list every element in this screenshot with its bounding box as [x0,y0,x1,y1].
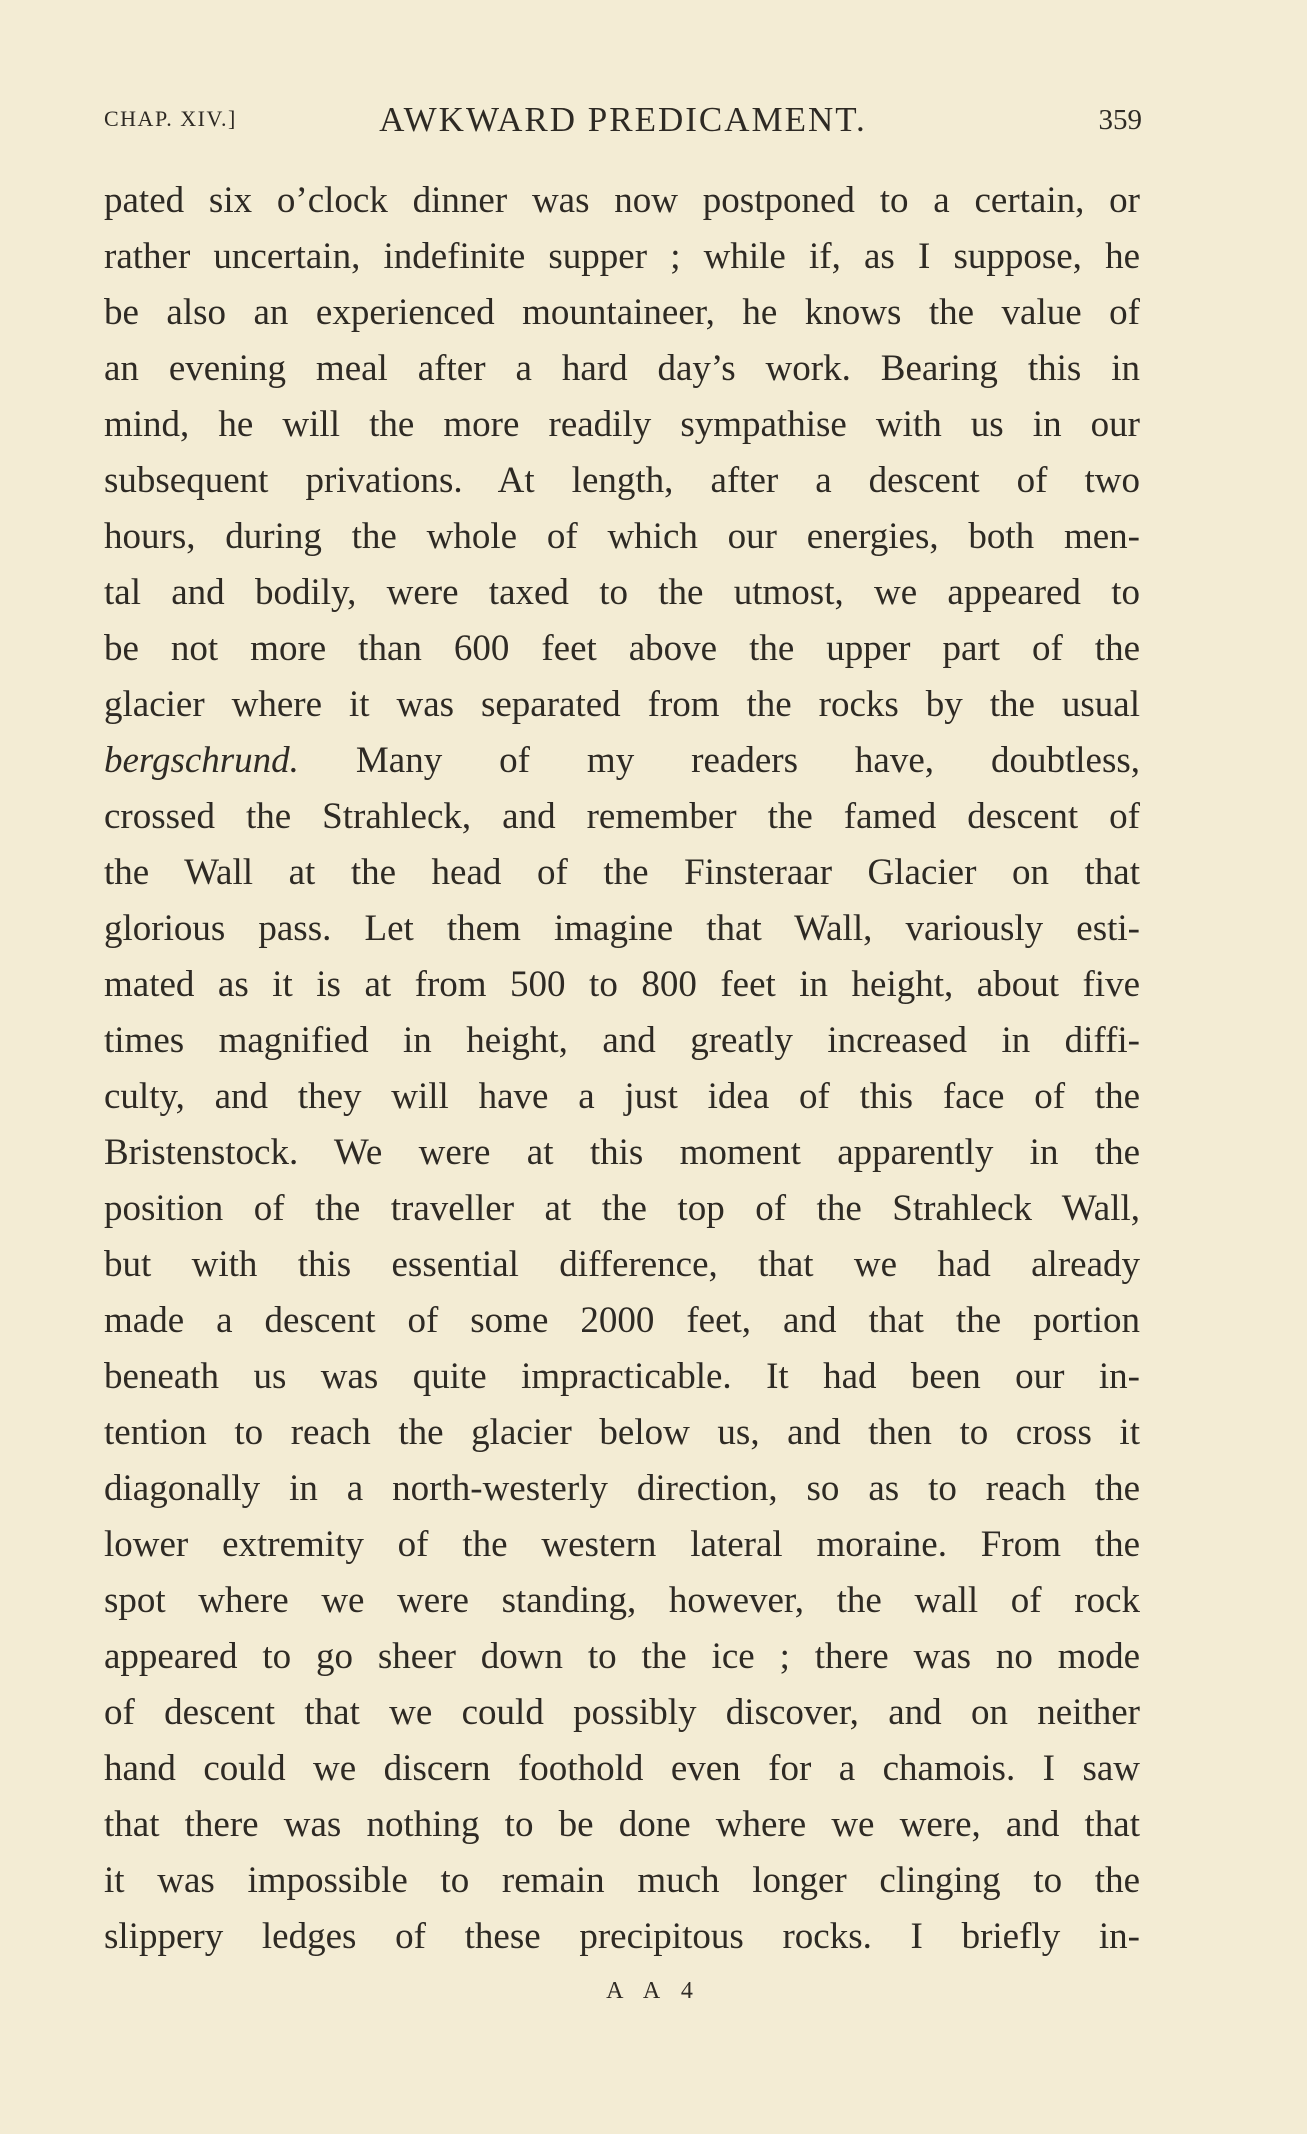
text-line: made a descent of some 2000 feet, and that the portion [104,1300,1140,1341]
text-line: slippery ledges of these precipitous rocks. I briefly in- [104,1916,1140,1957]
page-number: 359 [1098,104,1142,136]
italic-term: bergschrund. [104,740,299,781]
text-line: appeared to go sheer down to the ice ; there was no mode [104,1636,1140,1677]
text-line: glacier where it was separated from the rocks by the usual [104,684,1140,725]
text-line: crossed the Strahleck, and remember the famed descent of [104,796,1140,837]
text-line: be also an experienced mountaineer, he knows the value of [104,292,1140,333]
text-line: an evening meal after a hard day’s work. Bearing this in [104,348,1140,389]
text-line: tention to reach the glacier below us, and then to cross it [104,1412,1140,1453]
text-line: culty, and they will have a just idea of this face of the [104,1076,1140,1117]
text-line: of descent that we could possibly discover, and on neither [104,1692,1140,1733]
text-line: mated as it is at from 500 to 800 feet in height, about five [104,964,1140,1005]
running-title: AWKWARD PREDICAMENT. [379,100,867,139]
text-line: hand could we discern foothold even for a chamois. I saw [104,1748,1140,1789]
signature-mark: A A 4 [606,1978,701,2004]
text-line: mind, he will the more readily sympathise with us in our [104,404,1140,445]
text-line: hours, during the whole of which our energies, both men- [104,516,1140,557]
body-text [104,173,1140,1965]
text-line: position of the traveller at the top of the Strahleck Wall, [104,1188,1140,1229]
text-line: glorious pass. Let them imagine that Wall, variously esti- [104,908,1140,949]
text-line: tal and bodily, were taxed to the utmost, we appeared to [104,572,1140,613]
text-line: but with this essential difference, that we had already [104,1244,1140,1285]
text-line: rather uncertain, indefinite supper ; while if, as I suppose, he [104,236,1140,277]
text-line: subsequent privations. At length, after a descent of two [104,460,1140,501]
running-head [104,100,1142,148]
text-line: lower extremity of the western lateral moraine. From the [104,1524,1140,1565]
text-line: it was impossible to remain much longer clinging to the [104,1860,1140,1901]
text-line: spot where we were standing, however, the wall of rock [104,1580,1140,1621]
text-line: times magnified in height, and greatly increased in diffi- [104,1020,1140,1061]
text-line: the Wall at the head of the Finsteraar Glacier on that [104,852,1140,893]
text-line: be not more than 600 feet above the upper part of the [104,628,1140,669]
text-line: that there was nothing to be done where we were, and that [104,1804,1140,1845]
text-line: beneath us was quite impracticable. It had been our in- [104,1356,1140,1397]
text-line-italic-term [104,733,1140,789]
text-line: pated six o’clock dinner was now postponed to a certain, or [104,180,1140,221]
text-line: diagonally in a north-westerly direction, so as to reach the [104,1468,1140,1509]
text-line: Bristenstock. We were at this moment apparently in the [104,1132,1140,1173]
text-line-rest: Many of my readers have, doubtless, [355,740,1140,781]
chapter-label: CHAP. XIV.] [104,106,237,131]
